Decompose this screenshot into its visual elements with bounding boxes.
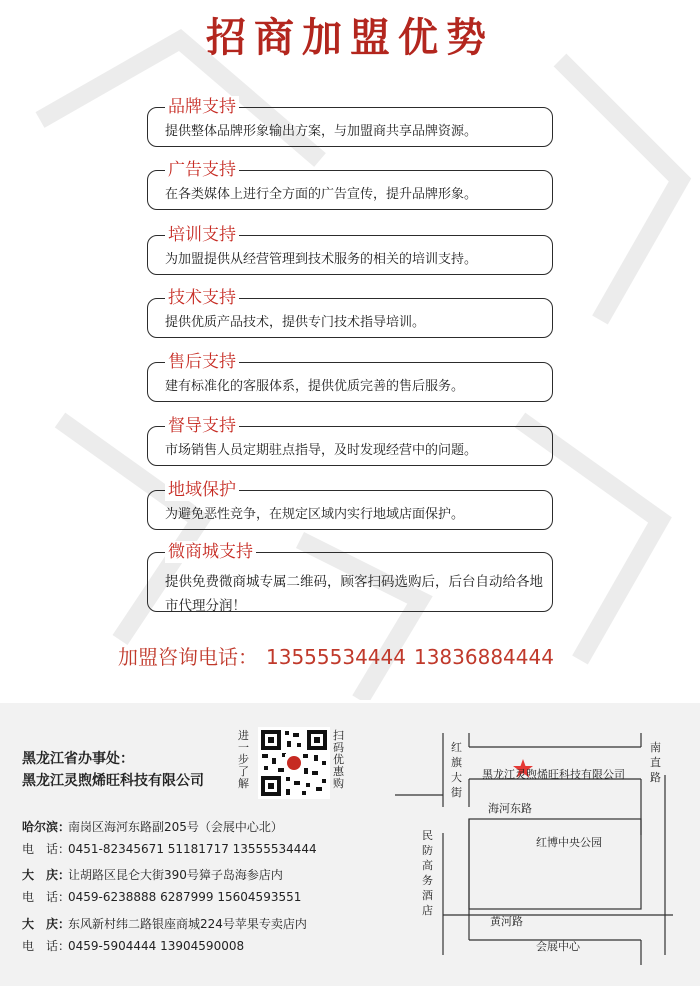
address-text: 让胡路区昆仑大街390号獐子岛海参店内 [68,868,283,882]
phone-harbin [22,840,317,857]
phone-numbers: 0459-6238888 6287999 15604593551 [68,890,302,904]
section-text: 提供整体品牌形象输出方案，与加盟商共享品牌资源。 [165,124,478,139]
map-street-right: 南直路 [650,741,661,784]
section-text: 为避免恶性竞争，在规定区域内实行地域店面保护。 [165,507,465,522]
office-heading [22,748,204,792]
address-text: 东风新村纬二路银座商城224号苹果专卖店内 [68,917,307,931]
phone-daqing-1 [22,888,301,905]
city-label: 哈尔滨： [22,820,71,834]
hotline-label: 加盟咨询电话： [118,645,258,669]
office-company-name: 黑龙江灵煦烯旺科技有限公司 [22,773,204,789]
section-heading: 售后支持 [165,351,239,373]
page-title: 招商加盟优势 [206,14,494,61]
city-label: 大 庆： [22,917,71,931]
map-street-left: 红旗大街 [451,741,462,799]
section-heading: 广告支持 [165,159,239,181]
section-text: 提供优质产品技术，提供专门技术指导培训。 [165,315,426,330]
map-company-label: 黑龙江灵煦烯旺科技有限公司 [482,768,625,781]
address-text: 南岗区海河东路副205号（会展中心北） [68,820,283,834]
section-text: 在各类媒体上进行全方面的广告宣传，提升品牌形象。 [165,187,478,202]
city-label: 大 庆： [22,868,71,882]
map-hotel-label: 民防高务酒店 [422,829,433,917]
section-heading: 督导支持 [165,415,239,437]
phone-label: 电 话： [22,890,71,904]
franchise-hotline [118,641,562,670]
hotline-phone-2: 13836884444 [413,645,554,669]
section-text: 建有标准化的客服体系，提供优质完善的售后服务。 [165,379,465,394]
address-daqing-1 [22,866,283,883]
section-heading: 微商城支持 [165,541,256,563]
map-road-top: 海河东路 [488,802,532,815]
phone-numbers: 0451-82345671 51181717 13555534444 [68,842,317,856]
map-park-label: 红博中央公园 [536,836,602,849]
phone-label: 电 话： [22,939,71,953]
office-line-1: 黑龙江省办事处： [22,751,134,767]
phone-label: 电 话： [22,842,71,856]
map-road-bottom: 黄河路 [490,915,523,928]
section-text: 市场销售人员定期驻点指导，及时发现经营中的问题。 [165,443,478,458]
qr-caption-right: 扫码优惠购 [333,729,344,790]
section-heading: 地域保护 [165,479,239,501]
qr-caption-left: 进一步了解 [238,729,249,790]
section-text: 提供免费微商城专属二维码，顾客扫码选购后，后台自动给各地市代理分润！ [165,574,543,614]
section-heading: 技术支持 [165,287,239,309]
address-harbin [22,818,283,835]
phone-numbers: 0459-5904444 13904590008 [68,939,245,953]
address-daqing-2 [22,915,307,932]
section-heading: 培训支持 [165,224,239,246]
phone-daqing-2 [22,937,244,954]
section-heading: 品牌支持 [165,96,239,118]
qr-code-icon[interactable] [258,727,330,799]
section-text: 为加盟提供从经营管理到技术服务的相关的培训支持。 [165,252,478,267]
hotline-phone-1: 13555534444 [266,645,406,669]
map-center-label: 会展中心 [536,940,580,953]
